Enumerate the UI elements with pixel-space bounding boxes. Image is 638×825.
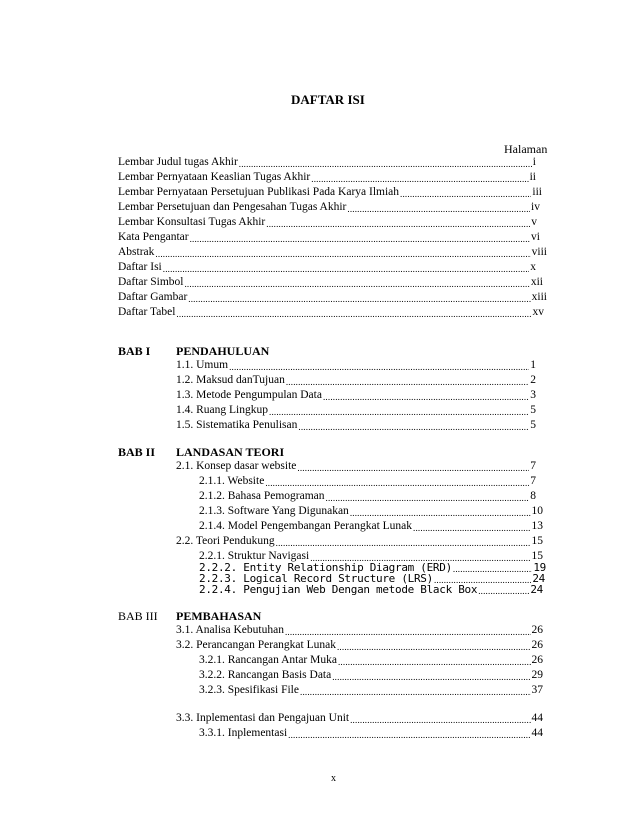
toc-row[interactable]: 1.4. Ruang Lingkup ..... 5 — [176, 402, 536, 417]
toc-row[interactable]: Daftar Tabel ..... xv — [118, 304, 544, 319]
toc-row[interactable]: 3.3.1. Inplementasi ..... 44 — [199, 725, 543, 740]
toc-row[interactable]: 2.1.3. Software Yang Digunakan ..... 10 — [199, 503, 543, 518]
page-title: DAFTAR ISI — [291, 92, 365, 107]
page-number: x — [331, 773, 336, 784]
toc-row[interactable]: 3.2.2. Rancangan Basis Data ..... 29 — [199, 667, 543, 682]
chapter-number: BAB I — [118, 344, 151, 358]
toc-row[interactable]: Lembar Konsultasi Tugas Akhir ..... v — [118, 214, 537, 229]
toc-row[interactable]: 3.2.3. Spesifikasi File ..... 37 — [199, 682, 543, 697]
toc-row[interactable]: Daftar Gambar ..... xiii — [118, 289, 547, 304]
toc-row[interactable]: 3.1. Analisa Kebutuhan ..... 26 — [176, 622, 543, 637]
toc-row[interactable]: 3.2. Perancangan Perangkat Lunak ..... 26 — [176, 637, 543, 652]
toc-row[interactable]: Abstrak ..... viii — [118, 244, 547, 259]
toc-row[interactable]: 2.2.2. Entity Relationship Diagram (ERD) ..... 19 — [199, 559, 546, 574]
toc-row[interactable]: 2.1.1. Website ..... 7 — [199, 473, 536, 488]
toc-row[interactable]: 1.3. Metode Pengumpulan Data ..... 3 — [176, 387, 536, 402]
toc-row[interactable]: Daftar Isi ..... x — [118, 259, 536, 274]
toc-row[interactable]: Lembar Judul tugas Akhir ..... i — [118, 154, 536, 169]
toc-row[interactable]: 1.1. Umum ..... 1 — [176, 357, 536, 372]
chapter-number: BAB III — [118, 609, 158, 623]
toc-row[interactable]: 2.2. Teori Pendukung ..... 15 — [176, 533, 543, 548]
toc-row[interactable]: 2.2.1. Struktur Navigasi ..... 15 — [199, 548, 543, 563]
toc-row[interactable]: 2.1. Konsep dasar website ..... 7 — [176, 458, 536, 473]
toc-row[interactable]: Lembar Persetujuan dan Pengesahan Tugas Akhir ..... iv — [118, 199, 540, 214]
toc-row[interactable]: Lembar Pernyataan Persetujuan Publikasi Pada Karya Ilmiah ..... iii — [118, 184, 542, 199]
toc-row[interactable]: 1.5. Sistematika Penulisan ..... 5 — [176, 417, 536, 432]
toc-row[interactable]: 2.1.4. Model Pengembangan Perangkat Lunak ..... 13 — [199, 518, 543, 533]
chapter-number: BAB II — [118, 445, 156, 459]
toc-row[interactable]: 3.3. Inplementasi dan Pengajuan Unit ..... 44 — [176, 710, 543, 725]
toc-row[interactable]: Lembar Pernyataan Keaslian Tugas Akhir ..... ii — [118, 169, 536, 184]
toc-row[interactable]: 2.2.3. Logical Record Structure (LRS) ..... 24 — [199, 570, 545, 585]
toc-row[interactable]: 2.1.2. Bahasa Pemograman ..... 8 — [199, 488, 536, 503]
toc-row[interactable]: Daftar Simbol ..... xii — [118, 274, 543, 289]
toc-row[interactable]: 1.2. Maksud danTujuan ..... 2 — [176, 372, 536, 387]
chapter-title[interactable]: PEMBAHASAN — [176, 609, 262, 623]
toc-row[interactable]: Kata Pengantar ..... vi — [118, 229, 540, 244]
toc-row[interactable]: 2.2.4. Pengujian Web Dengan metode Black Box ..... 24 — [199, 581, 543, 596]
halaman-label: Halaman — [504, 142, 548, 156]
toc-row[interactable]: 3.2.1. Rancangan Antar Muka ..... 26 — [199, 652, 543, 667]
chapter-title[interactable]: LANDASAN TEORI — [176, 445, 285, 459]
chapter-title[interactable]: PENDAHULUAN — [176, 344, 270, 358]
